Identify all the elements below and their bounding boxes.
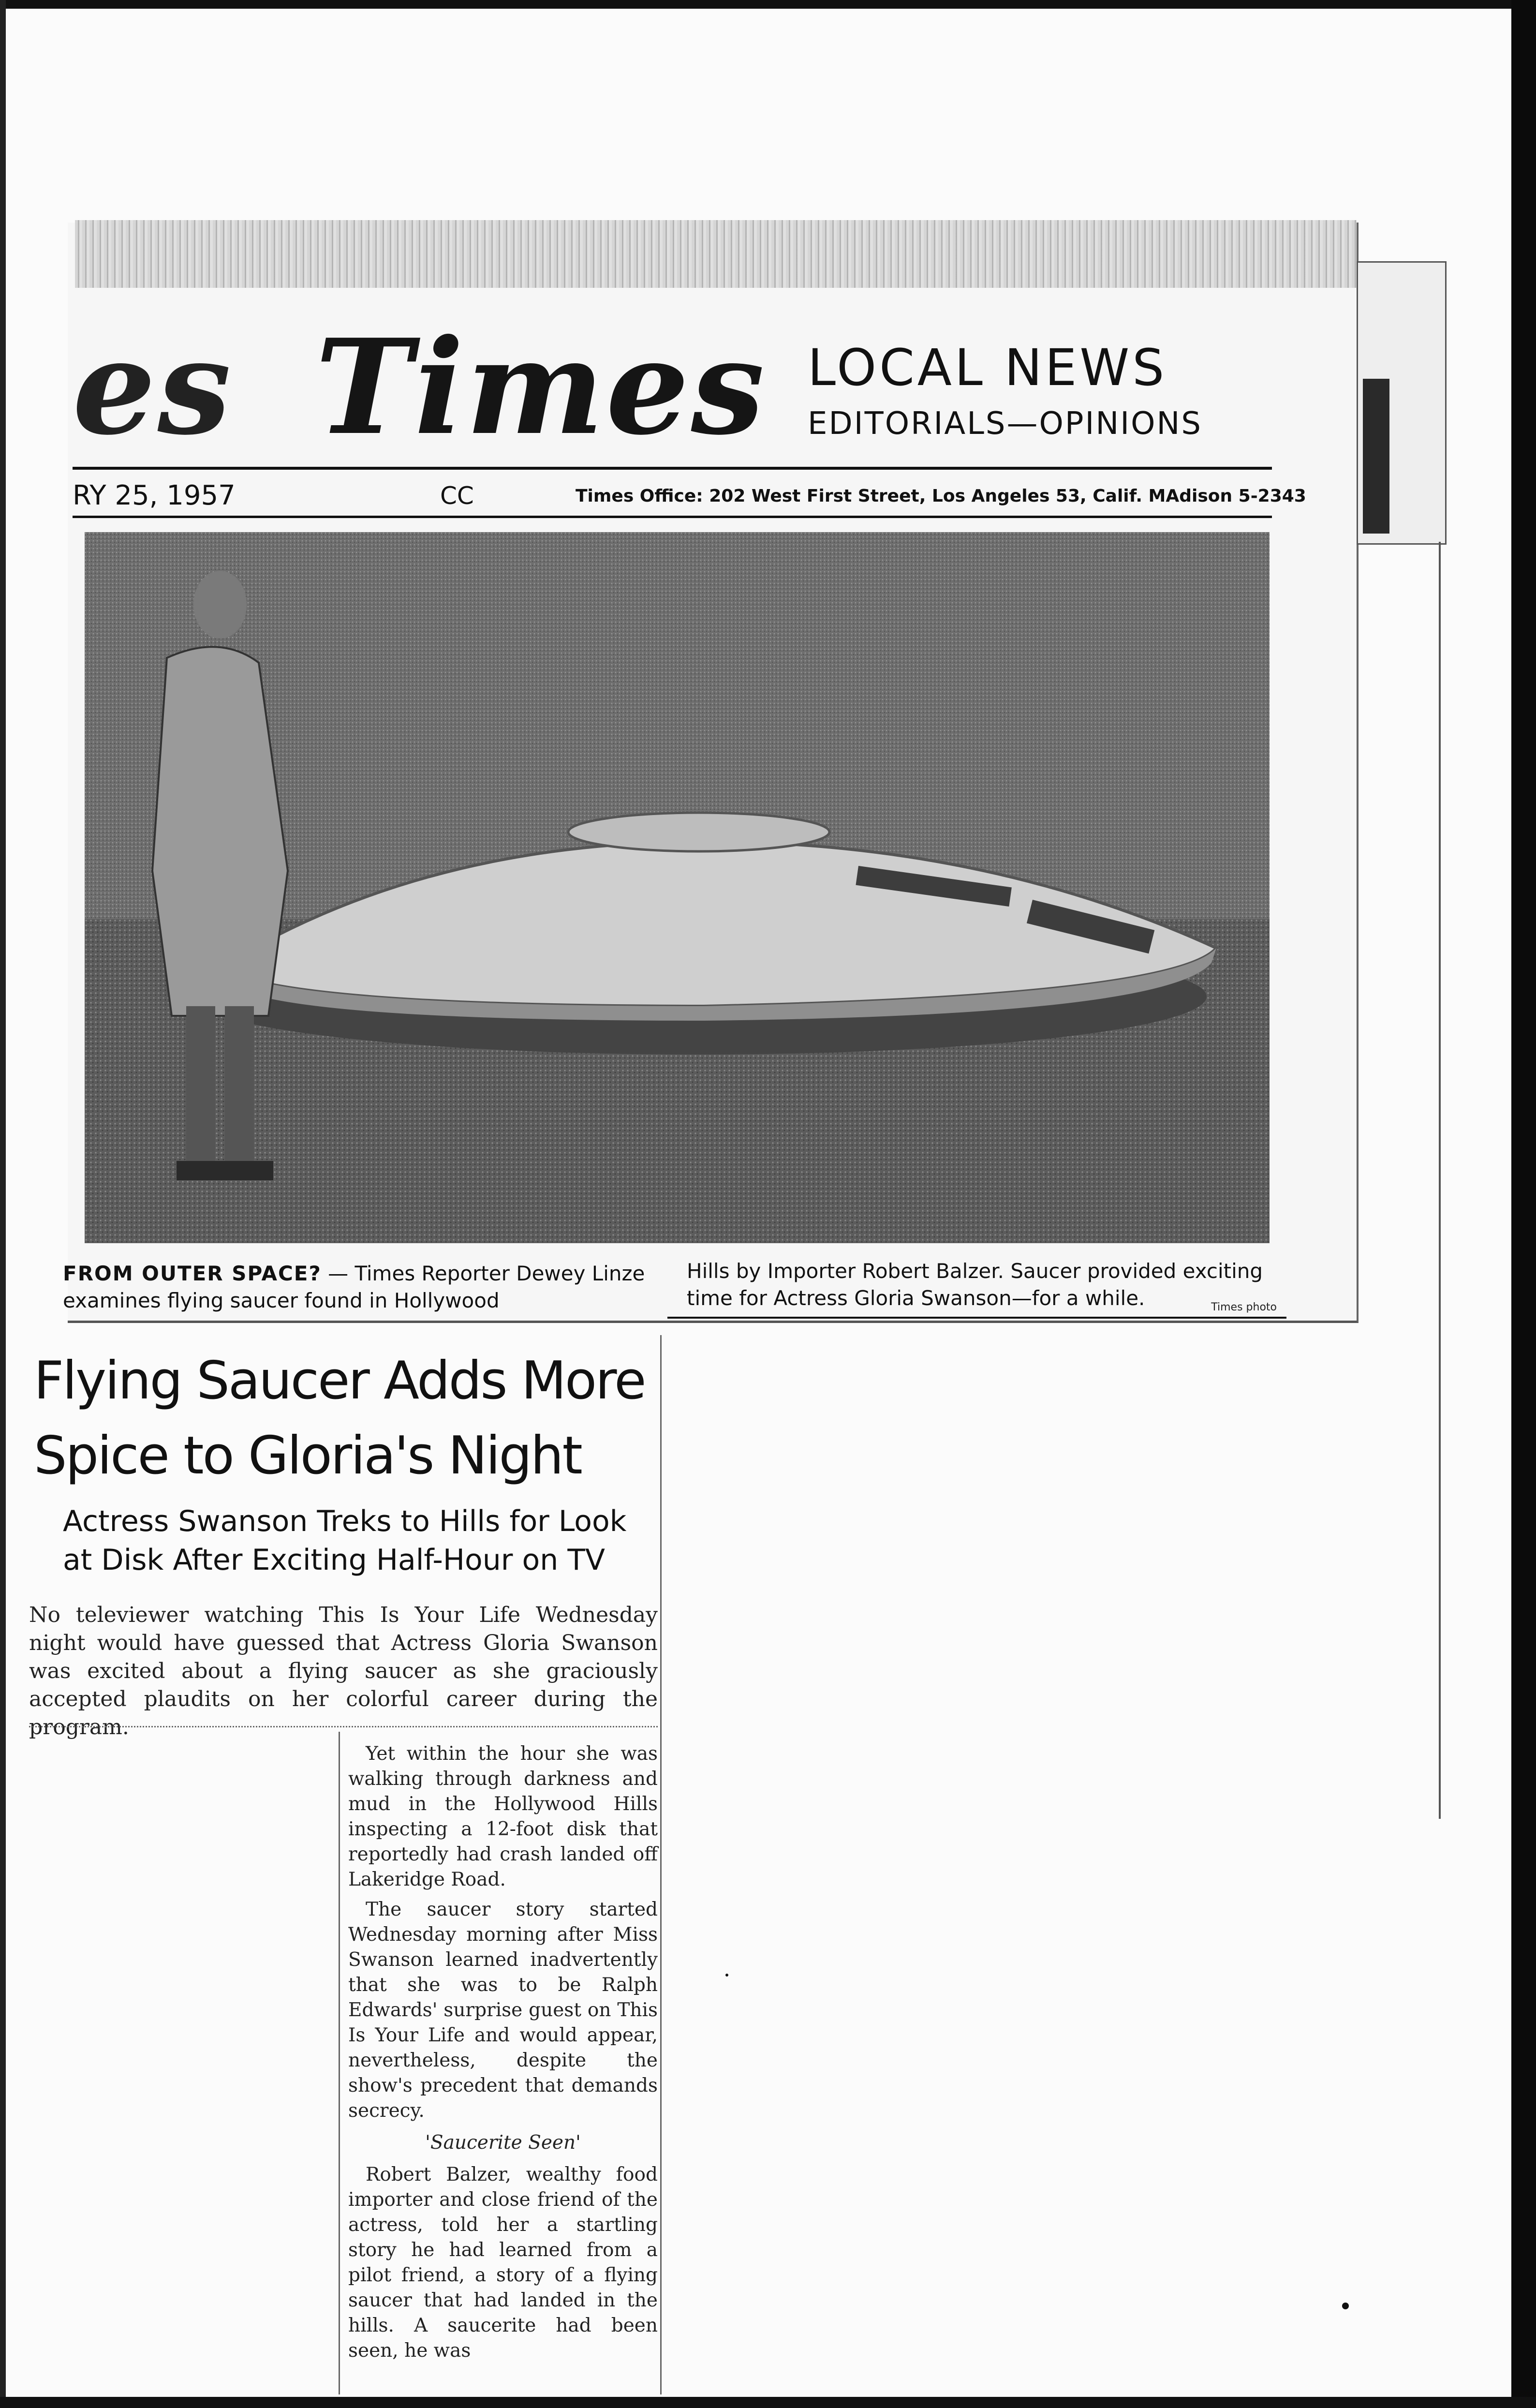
caption-kicker: FROM OUTER SPACE? [63, 1262, 322, 1285]
article-subheading: 'Saucerite Seen' [425, 2132, 581, 2154]
photo-caption-left [63, 1260, 667, 1318]
photo-credit: Times photo [1211, 1301, 1277, 1313]
article-deck: Actress Swanson Treks to Hills for Look at Disk After Exciting Half-Hour on TV [63, 1504, 627, 1577]
edition-code: CC [440, 482, 474, 510]
clipping-tab [1357, 261, 1447, 545]
scan-border-bottom [0, 2397, 1536, 2408]
flying-saucer-photo [85, 532, 1270, 1243]
scan-border-top [0, 0, 1536, 9]
masthead-name-fragment: es [73, 310, 233, 464]
article-column [348, 1741, 658, 2390]
photo-illustration [85, 532, 1270, 1243]
lede-divider [29, 1726, 658, 1727]
column-rule-left [339, 1732, 340, 2394]
scan-border-right [1511, 0, 1536, 2408]
section-subtitle: EDITORIALS—OPINIONS [808, 406, 1202, 442]
scan-speck [725, 1974, 728, 1977]
headline-line-2: Spice to Gloria's Night [34, 1426, 581, 1486]
masthead-nameplate [73, 310, 767, 464]
masthead-name: Times [315, 310, 767, 464]
issue-date: RY 25, 1957 [73, 480, 236, 511]
article-paragraph: Yet within the hour she was walking through darkness and mud in the Hollywood Hills inspecting a 12-foot disk that reportedly had crash landed off Lakeridge Road. [348, 1743, 658, 1890]
article-rule-right [660, 1335, 662, 2394]
article-paragraph: Robert Balzer, wealthy food importer and close friend of the actress, told her a startling story he had learned from a pilot friend, a story of a flying saucer that had landed in the hills. A saucerite had been seen, he was [348, 2164, 658, 2362]
saucer-dome [568, 813, 829, 851]
scan-speck [1342, 2303, 1349, 2309]
article-lede: No televiewer watching This Is Your Life Wednesday night would have guessed that Actress Gloria Swanson was excited about a flying saucer as she graciously accepted plaudits on her colorful career during the program. [29, 1603, 658, 1739]
scan-border-left [0, 0, 6, 2408]
section-title: LOCAL NEWS [808, 338, 1167, 397]
masthead-rule-top [73, 467, 1272, 470]
sheet-edge-line [1439, 542, 1441, 1819]
caption-text-left: — Times Reporter Dewey Linze examines flying saucer found in Hollywood [63, 1262, 645, 1312]
headline-line-1: Flying Saucer Adds More [34, 1351, 645, 1411]
office-address: Times Office: 202 West First Street, Los Angeles 53, Calif. MAdison 5-2343 [576, 486, 1306, 506]
caption-rule [667, 1317, 1286, 1319]
masthead-rule-bottom [73, 516, 1272, 518]
article-paragraph: The saucer story started Wednesday morning after Miss Swanson learned inadvertently that she was to be Ralph Edwards' surprise guest on This Is Your Life and would appear, nevertheless, despite the show's precedent that demands secrecy. [348, 1899, 658, 2122]
clipping-torn-band [75, 220, 1357, 288]
photo-caption-right: Hills by Importer Robert Balzer. Saucer provided exciting time for Actress Gloria Swanson—for a while. [687, 1259, 1263, 1310]
